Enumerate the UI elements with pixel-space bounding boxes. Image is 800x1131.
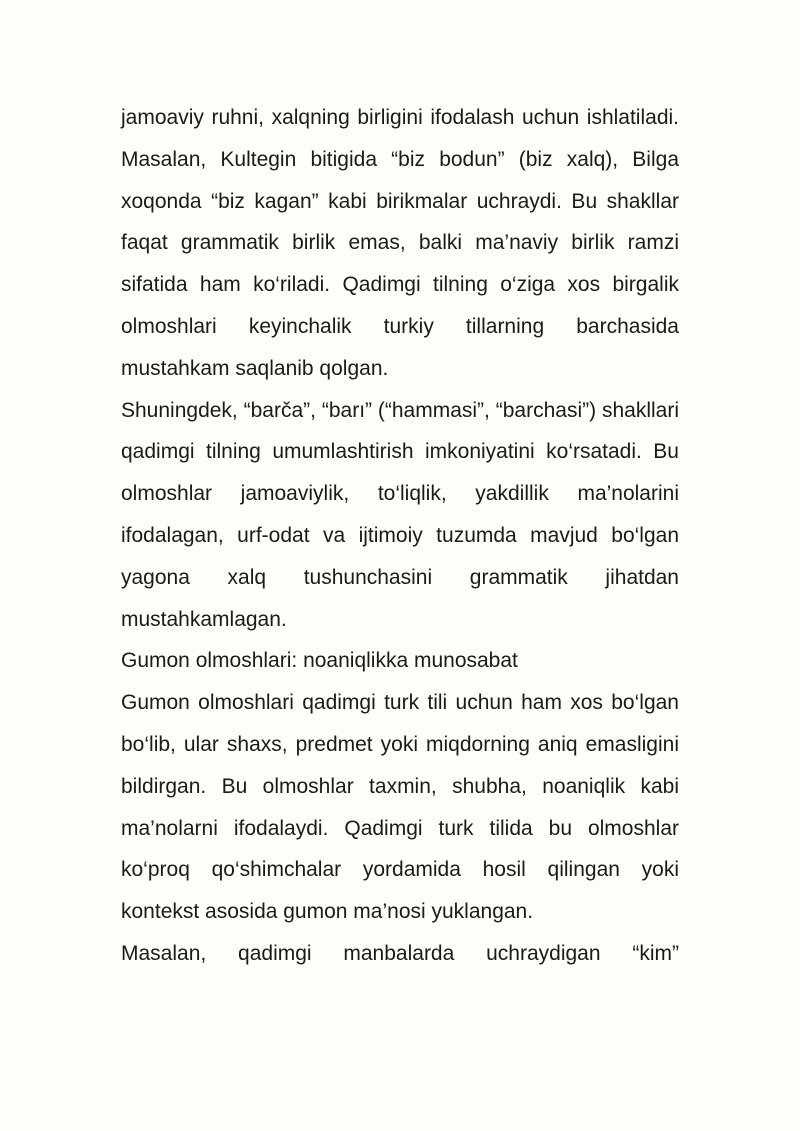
paragraph-umumlashtirish: Shuningdek, “barča”, “barı” (“hammasi”, “barchasi”) shakllari qadimgi tilning umumlashtirish imkoniyatini ko‘rsatadi. Bu olmoshlar jamoaviylik, to‘liqlik, yakdillik ma’nolarini ifodalagan, urf-odat va ijtimoiy tuzumda mavjud bo‘lgan yagona xalq tushunchasini grammatik jihatdan mustahkamlagan.	[121, 398, 679, 631]
paragraph-gumon-olmoshlari: Gumon olmoshlari qadimgi turk tili uchun ham xos bo‘lgan bo‘lib, ular shaxs, predmet yoki miqdorning aniq emasligini bildirgan. Bu olmoshlar taxmin, shubha, noaniqlik kabi ma’nolarni ifodalaydi. Qadimgi turk tilida bu olmoshlar ko‘proq qo‘shimchalar yordamida hosil qilingan yoki kontekst asosida gumon ma’nosi yuklangan.	[121, 691, 679, 924]
section-heading-gumon-olmoshlari: Gumon olmoshlari: noaniqlikka munosabat	[121, 649, 518, 673]
paragraph-masalan-continued: Masalan, qadimgi manbalarda uchraydigan “kim”	[121, 941, 679, 965]
document-body	[121, 97, 679, 975]
paragraph-jamoaviy-ruh: jamoaviy ruhni, xalqning birligini ifodalash uchun ishlatiladi. Masalan, Kultegin bitigida “biz bodun” (biz xalq), Bilga xoqonda “biz kagan” kabi birikmalar uchraydi. Bu shakllar faqat grammatik birlik emas, balki ma’naviy birlik ramzi sifatida ham ko‘riladi. Qadimgi tilning o‘ziga xos birgalik olmoshlari keyinchalik turkiy tillarning barchasida mustahkam saqlanib qolgan.	[121, 106, 679, 380]
